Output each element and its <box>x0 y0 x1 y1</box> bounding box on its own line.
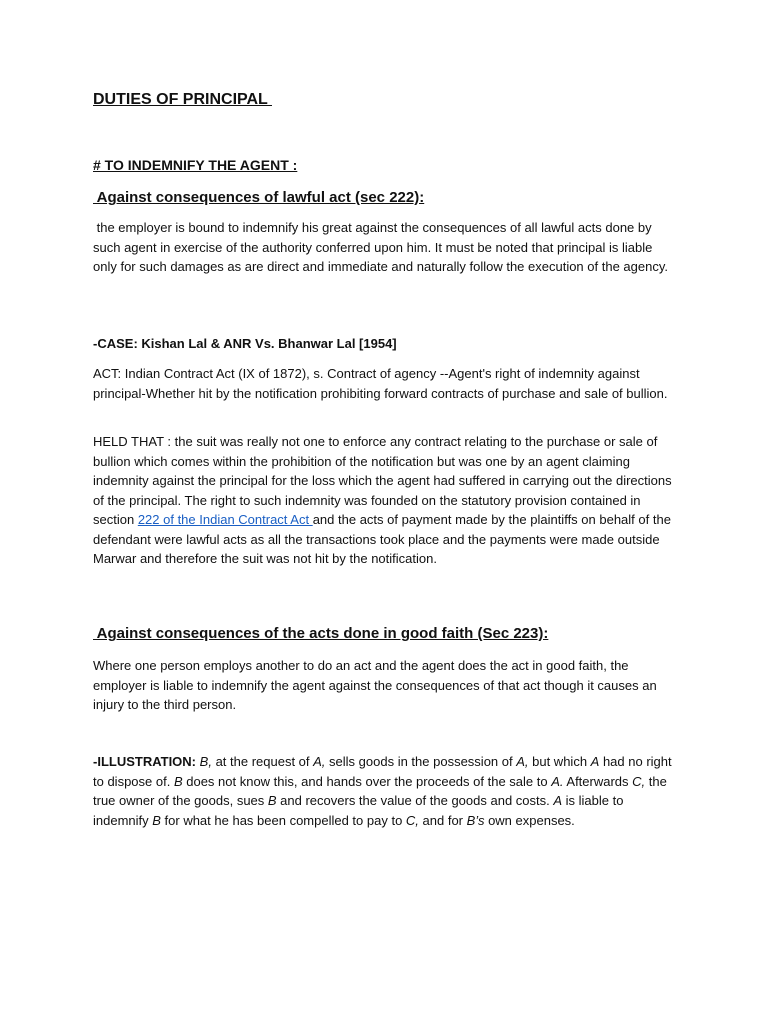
illustration-party: B, <box>199 754 212 769</box>
lawful-act-paragraph: the employer is bound to indemnify his great against the consequences of all lawful acts done by such agent in exercise of the authority conferred upon him. It must be noted that principal is liable only for such damages as are direct and immediate and naturally follow the execution of the agency. <box>93 220 668 274</box>
illustration-party: A, <box>516 754 529 769</box>
illustration-text: own expenses. <box>484 812 575 828</box>
illustration-party: A <box>553 793 563 808</box>
illustration-party: B’s <box>466 812 485 828</box>
illustration-text: sells goods in the possession of <box>325 754 517 769</box>
illustration-party: A. <box>551 773 564 789</box>
act-paragraph: ACT: Indian Contract Act (IX of 1872), s. Contract of agency --Agent's right of indemnity against principal-Whether hit by the notification prohibiting forward contracts of purchase and sale of bullion. <box>93 366 668 401</box>
illustration-text: and recovers the value of the goods and costs. <box>276 793 554 808</box>
illustration-text: Afterwards <box>563 773 633 789</box>
subsection-heading-good-faith: Against consequences of the acts done in good faith (Sec 223): <box>93 625 549 642</box>
held-paragraph <box>93 432 678 569</box>
illustration-party: B <box>267 793 277 808</box>
illustration-party: A <box>590 754 600 769</box>
indian-contract-act-link[interactable]: 222 of the Indian Contract Act <box>137 512 313 527</box>
illustration-party: C, <box>405 812 419 828</box>
case-heading: -CASE: Kishan Lal & ANR Vs. Bhanwar Lal [1954] <box>93 336 397 351</box>
illustration-party: A, <box>313 754 326 769</box>
illustration-text: does not know this, and hands over the proceeds of the sale to <box>182 773 552 789</box>
page-title: DUTIES OF PRINCIPAL <box>93 91 272 108</box>
illustration-text: had no right to dispose of. <box>93 754 676 789</box>
subsection-heading-lawful-act: Against consequences of lawful act (sec 222): <box>93 189 425 206</box>
good-faith-paragraph: Where one person employs another to do an act and the agent does the act in good faith, the employer is liable to indemnify the agent against the consequences of that act though it causes an injury to the third person. <box>93 658 657 712</box>
illustration-label: -ILLUSTRATION: <box>93 754 197 769</box>
held-text-part1: HELD THAT : the suit was really not one to enforce any contract relating to the purchase or sale of bullion which comes within the prohibition of the notification but was one by an agent claiming indemnity against the principal for the loss which the agent had suffered in carrying out the directions of the principal. The right to such indemnity was founded on the statutory provision contained in section <box>93 434 672 527</box>
illustration-paragraph <box>93 752 678 830</box>
illustration-party: B <box>173 773 183 789</box>
illustration-party: C, <box>632 773 646 789</box>
illustration-text: is liable to indemnify <box>93 793 628 828</box>
illustration-text: but which <box>528 754 591 769</box>
illustration-party: B <box>152 812 161 828</box>
illustration-text: at the request of <box>211 754 314 769</box>
illustration-text: the true owner of the goods, sues <box>93 773 671 808</box>
section-heading: # TO INDEMNIFY THE AGENT : <box>93 157 298 173</box>
illustration-text: for what he has been compelled to pay to <box>160 812 406 828</box>
held-text-part2: and the acts of payment made by the plaintiffs on behalf of the defendant were lawful acts as all the transactions took place and the payments were made outside Marwar and therefore the suit was not hit by the notification. <box>93 512 671 566</box>
illustration-text: and for <box>418 812 467 828</box>
